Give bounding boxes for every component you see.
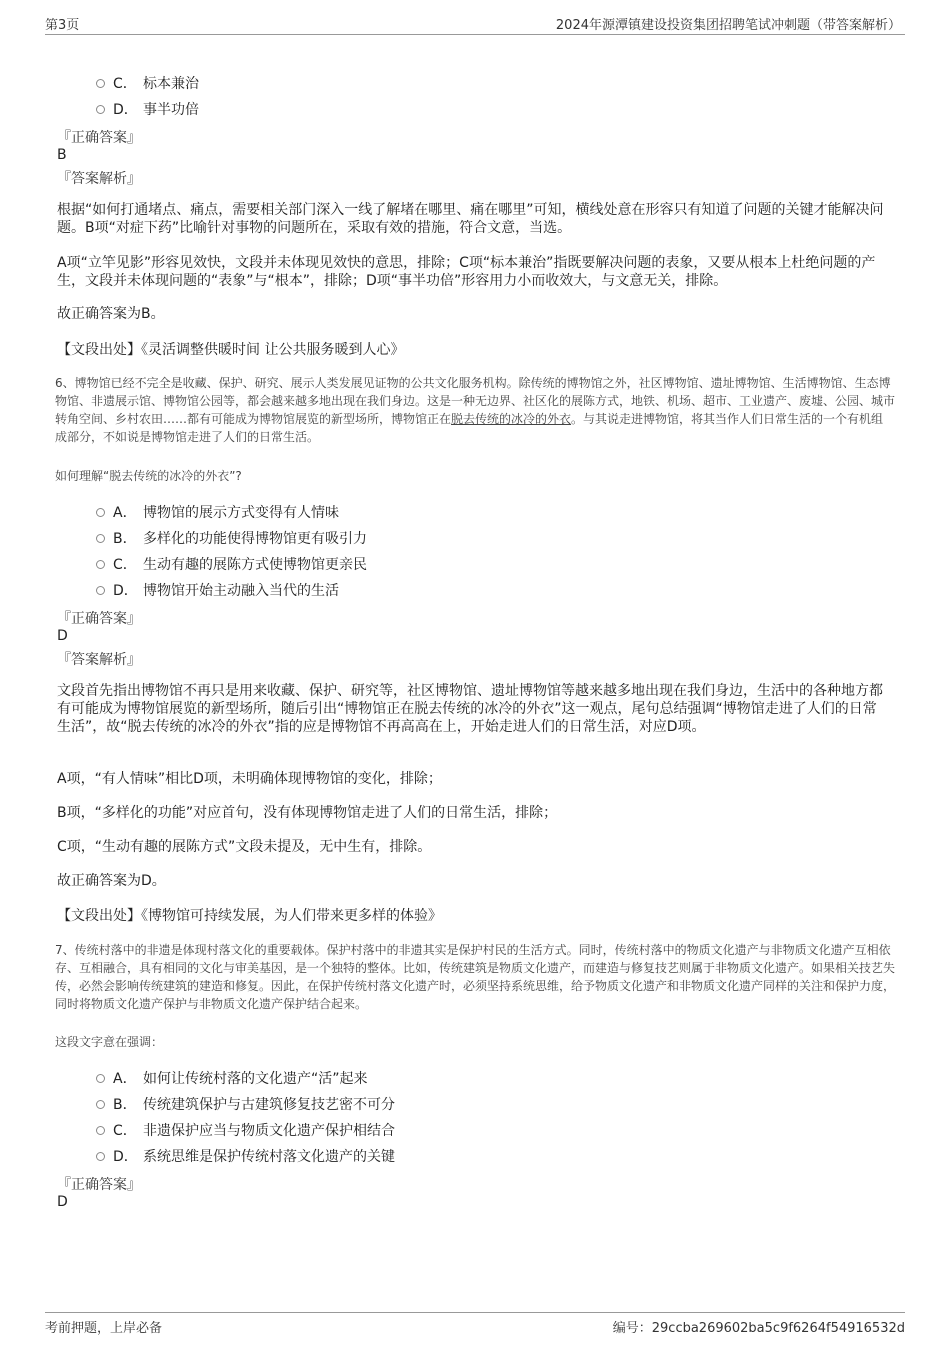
q7-option-b[interactable]: B． 传统建筑保护与古建筑修复技艺密不可分 xyxy=(96,1094,395,1114)
q6-underlined-phrase: 脱去传统的冰冷的外衣 xyxy=(451,412,572,426)
radio-icon[interactable] xyxy=(96,105,105,114)
q6-answer-label: 『正确答案』 xyxy=(57,611,141,627)
q5-analysis-label: 『答案解析』 xyxy=(57,171,141,187)
page-number: 第3页 xyxy=(45,18,80,33)
radio-icon[interactable] xyxy=(96,79,105,88)
q7-answer: D xyxy=(57,1194,68,1210)
q6-analysis-2: A项，“有人情味”相比D项，未明确体现博物馆的变化，排除； xyxy=(57,771,442,787)
radio-icon[interactable] xyxy=(96,560,105,569)
q6-analysis-4: C项，“生动有趣的展陈方式”文段未提及，无中生有，排除。 xyxy=(57,839,432,855)
q7-option-c[interactable]: C． 非遗保护应当与物质文化遗产保护相结合 xyxy=(96,1120,395,1140)
q5-answer-label: 『正确答案』 xyxy=(57,130,141,146)
q6-analysis-3: B项，“多样化的功能”对应首句，没有体现博物馆走进了人们的日常生活，排除； xyxy=(57,805,558,821)
q5-answer: B xyxy=(57,147,67,163)
page-footer xyxy=(45,1312,905,1337)
q5-option-c[interactable]: C． 标本兼治 xyxy=(96,73,199,93)
q7-option-d[interactable]: D． 系统思维是保护传统村落文化遗产的关键 xyxy=(96,1146,395,1166)
q5-analysis-2: A项“立竿见影”形容见效快，文段并未体现见效快的意思，排除；C项“标本兼治”指既要解决问题的表象，又要从根本上杜绝问题的产生，文段并未体现问题的“表象”与“根本”，排除；D项“事半功倍”形容用力小而收效大，与文意无关，排除。 xyxy=(57,255,876,289)
q7-answer-label: 『正确答案』 xyxy=(57,1177,141,1193)
q5-option-d[interactable]: D． 事半功倍 xyxy=(96,99,199,119)
radio-icon[interactable] xyxy=(96,534,105,543)
q6-answer: D xyxy=(57,628,68,644)
radio-icon[interactable] xyxy=(96,1100,105,1109)
q5-analysis-1: 根据“如何打通堵点、痛点，需要相关部门深入一线了解堵在哪里、痛在哪里”可知，横线处意在形容只有知道了问题的关键才能解决问题。B项“对症下药”比喻针对事物的问题所在，采取有效的措施，符合文意，当选。 xyxy=(57,202,884,236)
footer-document-id: 编号：29ccba269602ba5c9f6264f54916532d xyxy=(612,1321,905,1336)
q6-source: 【文段出处】《博物馆可持续发展，为人们带来更多样的体验》 xyxy=(57,908,442,924)
footer-slogan: 考前押题，上岸必备 xyxy=(45,1321,163,1336)
radio-icon[interactable] xyxy=(96,586,105,595)
q5-analysis-3: 故正确答案为B。 xyxy=(57,306,165,322)
q6-option-d[interactable]: D． 博物馆开始主动融入当代的生活 xyxy=(96,580,339,600)
q7-option-a[interactable]: A． 如何让传统村落的文化遗产“活”起来 xyxy=(96,1068,368,1088)
q6-analysis-1: 文段首先指出博物馆不再只是用来收藏、保护、研究等，社区博物馆、遗址博物馆等越来越多地出现在我们身边，生活中的各种地方都有可能成为博物馆展览的新型场所，随后引出“博物馆正在脱去传统的冰冷的外衣”这一观点，尾句总结强调“博物馆走进了人们的日常生活”，故“脱去传统的冰冷的外衣”指的应是博物馆不再高高在上，开始走进人们的日常生活，对应D项。 xyxy=(57,683,883,735)
q6-analysis-label: 『答案解析』 xyxy=(57,652,141,668)
page-header xyxy=(45,12,905,35)
radio-icon[interactable] xyxy=(96,1126,105,1135)
q6-option-b[interactable]: B． 多样化的功能使得博物馆更有吸引力 xyxy=(96,528,367,548)
q6-analysis-5: 故正确答案为D。 xyxy=(57,873,166,889)
q7-prompt: 这段文字意在强调： xyxy=(55,1035,164,1049)
q6-option-a[interactable]: A． 博物馆的展示方式变得有人情味 xyxy=(96,502,339,522)
radio-icon[interactable] xyxy=(96,1074,105,1083)
document-title: 2024年源潭镇建设投资集团招聘笔试冲刺题（带答案解析） xyxy=(555,18,901,33)
q7-text: 7、传统村落中的非遗是体现村落文化的重要载体。保护村落中的非遗其实是保护村民的生活方式。同时，传统村落中的物质文化遗产与非物质文化遗产互相依存、互相融合，具有相同的文化与审美基因，是一个独特的整体。比如，传统建筑是物质文化遗产，而建造与修复技艺则属于非物质文化遗产。如果相关技艺失传，必然会影响传统建筑的建造和修复。因此，在保护传统村落文化遗产时，必须坚持系统思维，给予物质文化遗产和非物质文化遗产同样的关注和保护力度，同时将物质文化遗产保护与非物质文化遗产保护结合起来。 xyxy=(55,943,896,1011)
q6-option-c[interactable]: C． 生动有趣的展陈方式使博物馆更亲民 xyxy=(96,554,367,574)
radio-icon[interactable] xyxy=(96,508,105,517)
q6-text: 6、博物馆已经不完全是收藏、保护、研究、展示人类发展见证物的公共文化服务机构。除传统的博物馆之外，社区博物馆、遗址博物馆、生活博物馆、生态博物馆、非遗展示馆、博物馆公园等，都会越来越多地出现在我们身边。这是一种无边界、社区化的展陈方式，地铁、机场、超市、工业遗产、废墟、公园、城市转角空间、乡村农田……都有可能成为博物馆展览的新型场所，博物馆正在脱去传统的冰冷的外衣。与其说走进博物馆，将其当作人们日常生活的一个有机组成部分，不如说是博物馆走进了人们的日常生活。 xyxy=(55,376,896,444)
q5-source: 【文段出处】《灵活调整供暖时间 让公共服务暖到人心》 xyxy=(57,342,405,358)
radio-icon[interactable] xyxy=(96,1152,105,1161)
q6-prompt: 如何理解“脱去传统的冰冷的外衣”? xyxy=(55,469,242,483)
